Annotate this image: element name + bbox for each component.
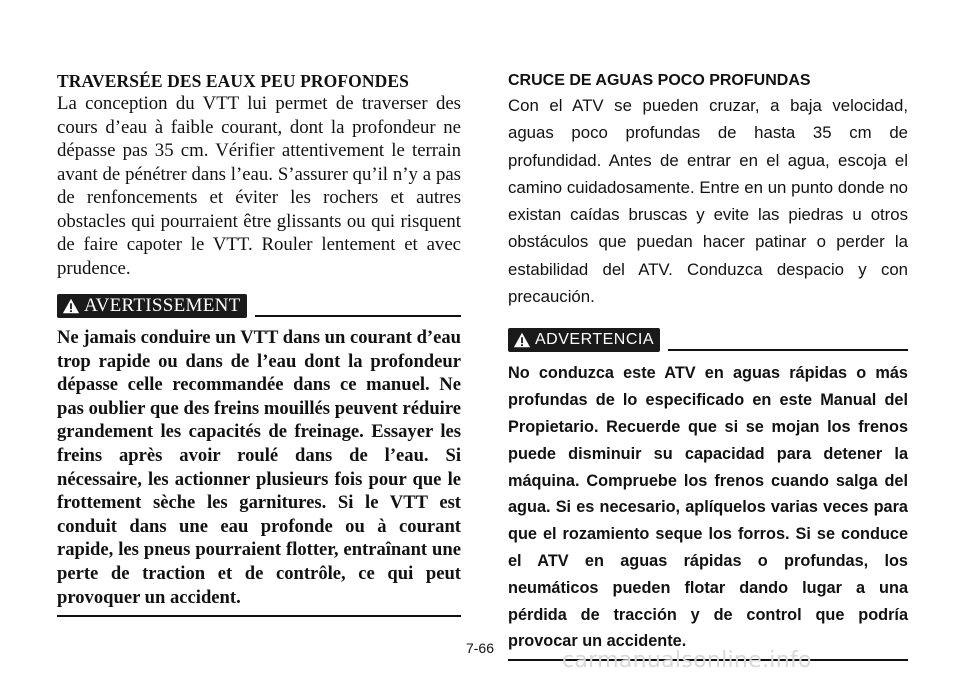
spanish-section-title: CRUCE DE AGUAS POCO PROFUNDAS <box>508 72 811 89</box>
french-warning-header <box>57 294 461 318</box>
warning-triangle-icon <box>62 297 80 315</box>
french-warning-label: AVERTISSEMENT <box>84 295 241 316</box>
french-warning-badge <box>57 294 247 318</box>
french-bottom-rule <box>57 615 461 617</box>
page-number: 7-66 <box>465 640 495 656</box>
french-column <box>57 70 461 617</box>
spanish-warning-label: ADVERTENCIA <box>535 331 655 349</box>
french-section-title: TRAVERSÉE DES EAUX PEU PROFONDES <box>57 71 409 91</box>
french-warning-rule <box>255 315 461 317</box>
french-body-text: La conception du VTT lui permet de traverser des cours d’eau à faible courant, dont la profondeur ne dépasse pas 35 cm. Vérifier attentivement le terrain avant de pénétrer dans l’eau. S’assurer qu’il n’y a pas de renfoncements et éviter les rochers et autres obstacles qui pourraient être glissants ou qui risquent de faire capoter le VTT. Rouler lentement et avec prudence. <box>57 93 461 279</box>
spanish-warning-header <box>508 328 908 352</box>
spanish-warning-text: No conduzca este ATV en aguas rápidas o más profundas de lo especificado en este Manual del Propietario. Recuerde que si se mojan los frenos puede disminuir su capacidad para detener la máquina. Compruebe los frenos cuando salga del agua. Si es necesario, aplíquelos varias veces para que el rozamiento seque los forros. Si se conduce el ATV en aguas rápidas o profundas, los neumáticos pueden flotar dando lugar a una pérdida de tracción y de control que podría provocar un accidente. <box>508 364 908 651</box>
spanish-body-text: Con el ATV se pueden cruzar, a baja velocidad, aguas poco profundas de hasta 35 cm de profundidad. Antes de entrar en el agua, escoja el camino cuidadosamente. Entre en un punto donde no existan caídas bruscas y evite las piedras u otros obstáculos que puedan hacer patinar o perder la estabilidad del ATV. Conduzca despacio y con precaución. <box>508 96 908 307</box>
spanish-warning-rule <box>668 349 908 351</box>
french-warning-text: Ne jamais conduire un VTT dans un courant d’eau trop rapide ou dans de l’eau dont la profondeur dépasse celle recommandée dans ce manuel. Ne pas oublier que des freins mouillés peuvent réduire grandement les capacités de freinage. Essayer les freins après avoir roulé dans de l’eau. Si nécessaire, les actionner plusieurs fois pour que le frottement sèche les garnitures. Si le VTT est conduit dans une eau profonde ou à courant rapide, les pneus pourraient flotter, entraînant une perte de traction et de contrôle, ce qui peut provoquer un accident. <box>57 327 461 608</box>
warning-triangle-icon <box>513 331 531 349</box>
spanish-column <box>508 70 908 661</box>
watermark: carmanualsonline.info <box>562 648 812 673</box>
spanish-warning-badge <box>508 328 660 352</box>
